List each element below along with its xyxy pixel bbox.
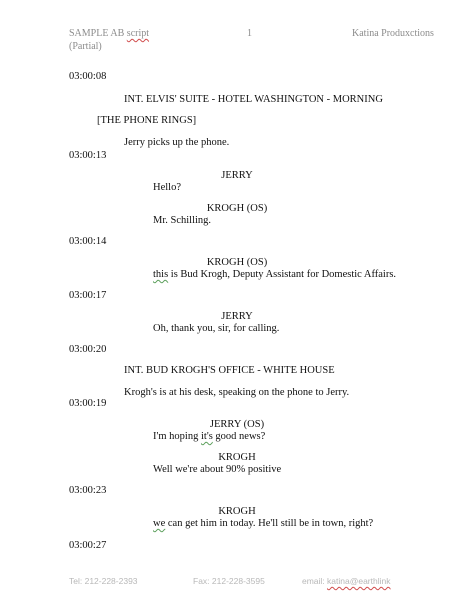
character-name: JERRY bbox=[221, 311, 253, 322]
dialogue-word: we bbox=[153, 518, 166, 529]
character-name: KROGH bbox=[218, 506, 256, 517]
dialogue-line: Oh, thank you, sir, for calling. bbox=[153, 323, 280, 334]
character-name: KROGH bbox=[218, 452, 256, 463]
dialogue-word: it's bbox=[200, 431, 213, 442]
header-title bbox=[69, 28, 149, 39]
dialogue-line bbox=[153, 269, 396, 280]
sound-cue: [THE PHONE RINGS] bbox=[97, 115, 197, 126]
header-subtitle: (Partial) bbox=[69, 41, 102, 52]
action-line: Krogh's is at his desk, speaking on the phone to Jerry. bbox=[124, 387, 350, 398]
dialogue-line: Mr. Schilling. bbox=[153, 215, 212, 226]
timecode: 03:00:13 bbox=[69, 150, 107, 161]
header-title-word: script bbox=[126, 28, 150, 39]
footer-email bbox=[302, 576, 391, 586]
scene-heading: INT. ELVIS' SUITE - HOTEL WASHINGTON - MORNING bbox=[124, 94, 383, 105]
action-line: Jerry picks up the phone. bbox=[124, 137, 230, 148]
timecode: 03:00:20 bbox=[69, 344, 107, 355]
footer-email-address: katina@earthlink bbox=[327, 576, 391, 586]
footer-fax: Fax: 212-228-3595 bbox=[193, 576, 265, 586]
timecode: 03:00:27 bbox=[69, 540, 107, 551]
timecode: 03:00:08 bbox=[69, 71, 107, 82]
timecode: 03:00:17 bbox=[69, 290, 107, 301]
footer-email-prefix: email: bbox=[302, 576, 328, 586]
dialogue-pre: I'm hoping bbox=[153, 431, 201, 442]
scene-heading: INT. BUD KROGH'S OFFICE - WHITE HOUSE bbox=[124, 365, 335, 376]
header-company: Katina Produxctions bbox=[352, 28, 434, 39]
dialogue-rest: can get him in today. He'll still be in town, right? bbox=[165, 518, 374, 529]
dialogue-word: this bbox=[153, 269, 169, 280]
footer-tel: Tel: 212-228-2393 bbox=[69, 576, 138, 586]
character-name: KROGH (OS) bbox=[206, 203, 268, 214]
dialogue-rest: is Bud Krogh, Deputy Assistant for Domestic Affairs. bbox=[168, 269, 397, 280]
header-title-prefix: SAMPLE AB bbox=[69, 28, 127, 39]
timecode: 03:00:19 bbox=[69, 398, 107, 409]
character-name: KROGH (OS) bbox=[206, 257, 268, 268]
character-name: JERRY (OS) bbox=[209, 419, 265, 430]
character-name: JERRY bbox=[221, 170, 253, 181]
dialogue-line: Well we're about 90% positive bbox=[153, 464, 282, 475]
dialogue-line: Hello? bbox=[153, 182, 181, 193]
page-number: 1 bbox=[247, 28, 252, 39]
dialogue-line bbox=[153, 518, 373, 529]
timecode: 03:00:14 bbox=[69, 236, 107, 247]
dialogue-line bbox=[153, 431, 265, 442]
dialogue-post: good news? bbox=[212, 431, 266, 442]
timecode: 03:00:23 bbox=[69, 485, 107, 496]
